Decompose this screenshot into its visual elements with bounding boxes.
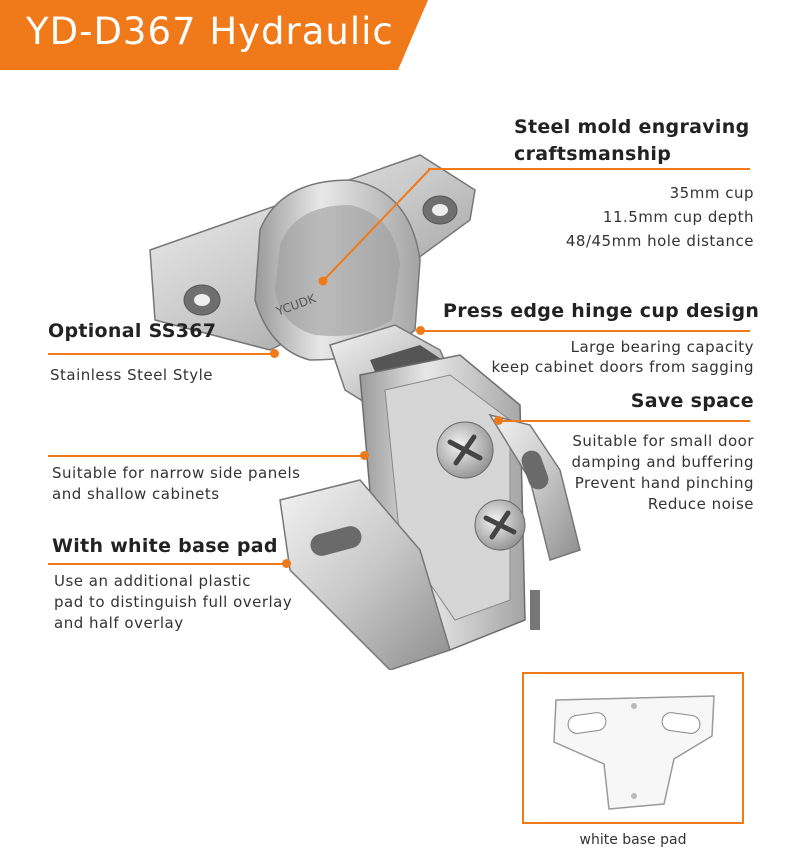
steel-mold-spec-3: 48/45mm hole distance	[565, 232, 754, 250]
press-edge-text-2: keep cabinet doors from sagging	[491, 358, 754, 376]
optional-heading: Optional SS367	[48, 320, 217, 342]
save-space-text-2: damping and buffering	[571, 453, 754, 471]
steel-mold-spec-2: 11.5mm cup depth	[602, 208, 754, 226]
save-space-text-4: Reduce noise	[647, 495, 754, 513]
page-title: YD-D367 Hydraulic	[26, 10, 394, 53]
steel-mold-heading-1: Steel mold engraving	[514, 116, 750, 138]
steel-mold-spec-1: 35mm cup	[669, 184, 754, 202]
save-space-text-3: Prevent hand pinching	[574, 474, 754, 492]
steel-mold-heading-2: craftsmanship	[514, 143, 672, 165]
steel-mold-leader	[318, 166, 434, 286]
base-pad-dot	[282, 559, 291, 568]
adjustment-screw-upper	[437, 422, 493, 478]
save-space-line	[498, 420, 750, 422]
base-pad-heading: With white base pad	[52, 535, 278, 557]
press-edge-text-1: Large bearing capacity	[570, 338, 754, 356]
title-banner	[0, 0, 428, 70]
base-pad-text-3: and half overlay	[54, 614, 184, 632]
press-edge-dot	[416, 326, 425, 335]
save-space-dot	[494, 416, 503, 425]
optional-text: Stainless Steel Style	[50, 366, 214, 384]
narrow-dot	[360, 451, 369, 460]
optional-line	[48, 353, 274, 355]
base-pad-line	[48, 563, 286, 565]
steel-mold-line	[428, 168, 750, 170]
narrow-text-1: Suitable for narrow side panels	[52, 464, 301, 482]
cup-engraving: YCUDK	[274, 291, 318, 319]
inset-caption: white base pad	[579, 832, 687, 848]
press-edge-heading: Press edge hinge cup design	[443, 300, 760, 322]
narrow-text-2: and shallow cabinets	[52, 485, 220, 503]
adjustment-screw-lower	[475, 500, 525, 550]
narrow-line	[48, 455, 364, 457]
save-space-heading: Save space	[630, 390, 754, 412]
press-edge-line	[420, 330, 750, 332]
base-pad-inset	[522, 672, 744, 824]
hinge-pin	[530, 590, 540, 630]
white-base-pad-illustration	[524, 674, 742, 822]
save-space-text-1: Suitable for small door	[572, 432, 754, 450]
base-pad-text-2: pad to distinguish full overlay	[54, 593, 293, 611]
optional-dot	[270, 349, 279, 358]
base-pad-text-1: Use an additional plastic	[54, 572, 252, 590]
